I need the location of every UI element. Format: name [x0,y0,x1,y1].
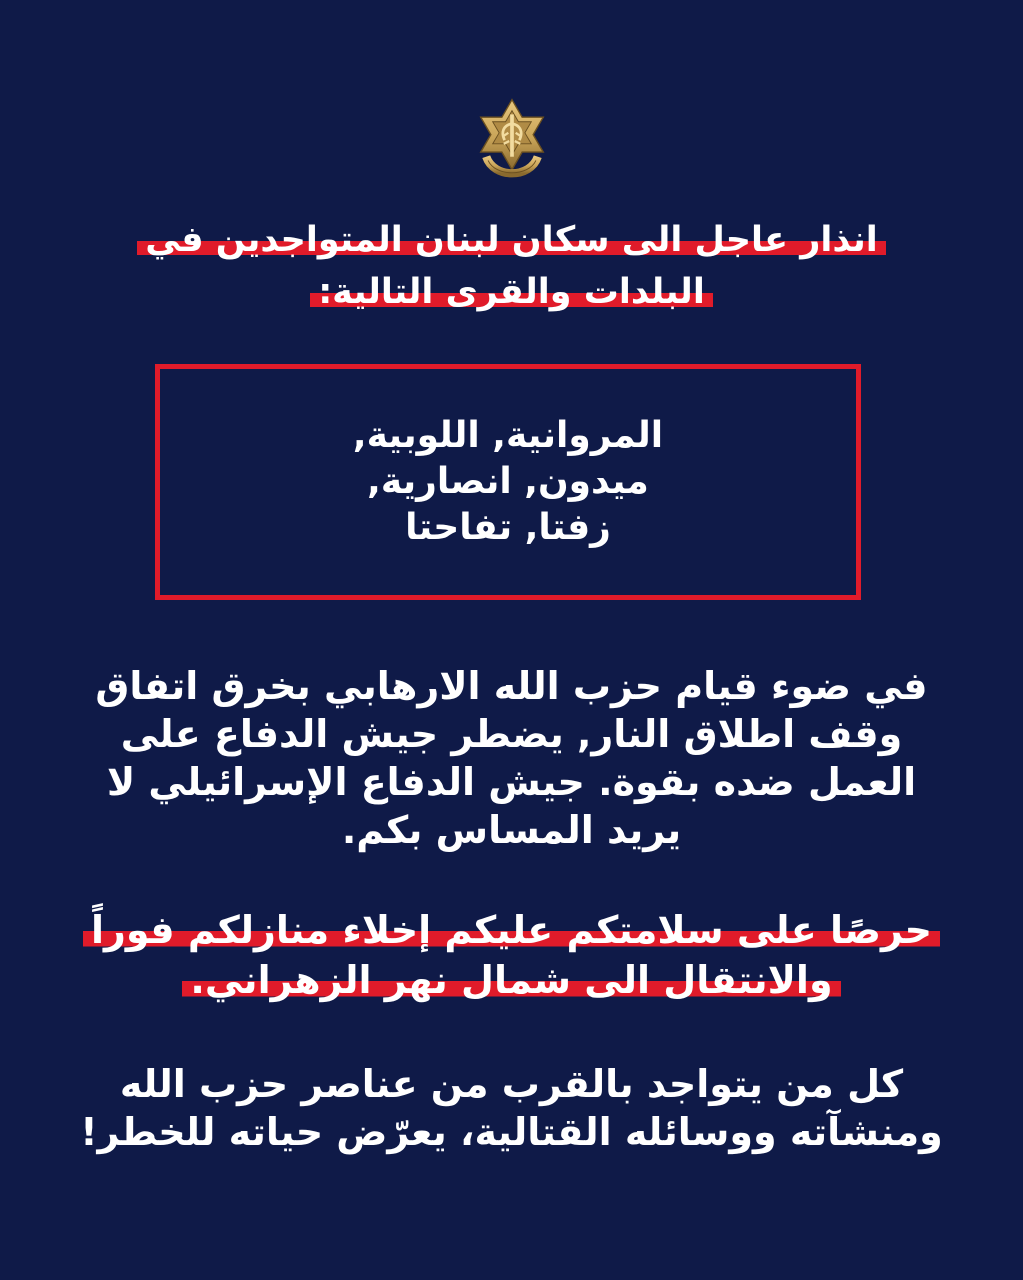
villages-line-2: ميدون, انصارية, [367,461,649,502]
paragraph-1-line-3: العمل ضده بقوة. جيش الدفاع الإسرائيلي لا [106,760,917,804]
paragraph-1-line-4: يريد المساس بكم. [341,808,682,852]
villages-list [353,413,663,551]
paragraph-1-line-2: وقف اطلاق النار, يضطر جيش الدفاع على [120,712,903,756]
title-line-1: انذار عاجل الى سكان لبنان المتواجدين في [137,220,885,260]
villages-box [155,364,861,600]
paragraph-3-line-1: كل من يتواجد بالقرب من عناصر حزب الله [119,1062,904,1106]
paragraph-2-line-2: والانتقال الى شمال نهر الزهراني. [182,958,840,1002]
paragraph-1-line-1: في ضوء قيام حزب الله الارهابي بخرق اتفاق [95,664,928,708]
paragraph-2-line-1: حرصًا على سلامتكم عليكم إخلاء منازلكم فوراً [83,908,940,952]
evacuation-paragraph [80,905,943,1005]
idf-emblem-icon [466,96,558,188]
villages-line-3: زفتا, تفاحتا [405,507,611,548]
title-line-2: البلدات والقرى التالية: [310,272,713,312]
warning-paragraph [80,662,943,854]
villages-line-1: المروانية, اللوبية, [352,415,664,456]
page-title [60,214,963,318]
paragraph-3-line-2: ومنشآته ووسائله القتالية، يعرّض حياته للخطر! [80,1110,943,1154]
danger-paragraph [80,1060,943,1156]
